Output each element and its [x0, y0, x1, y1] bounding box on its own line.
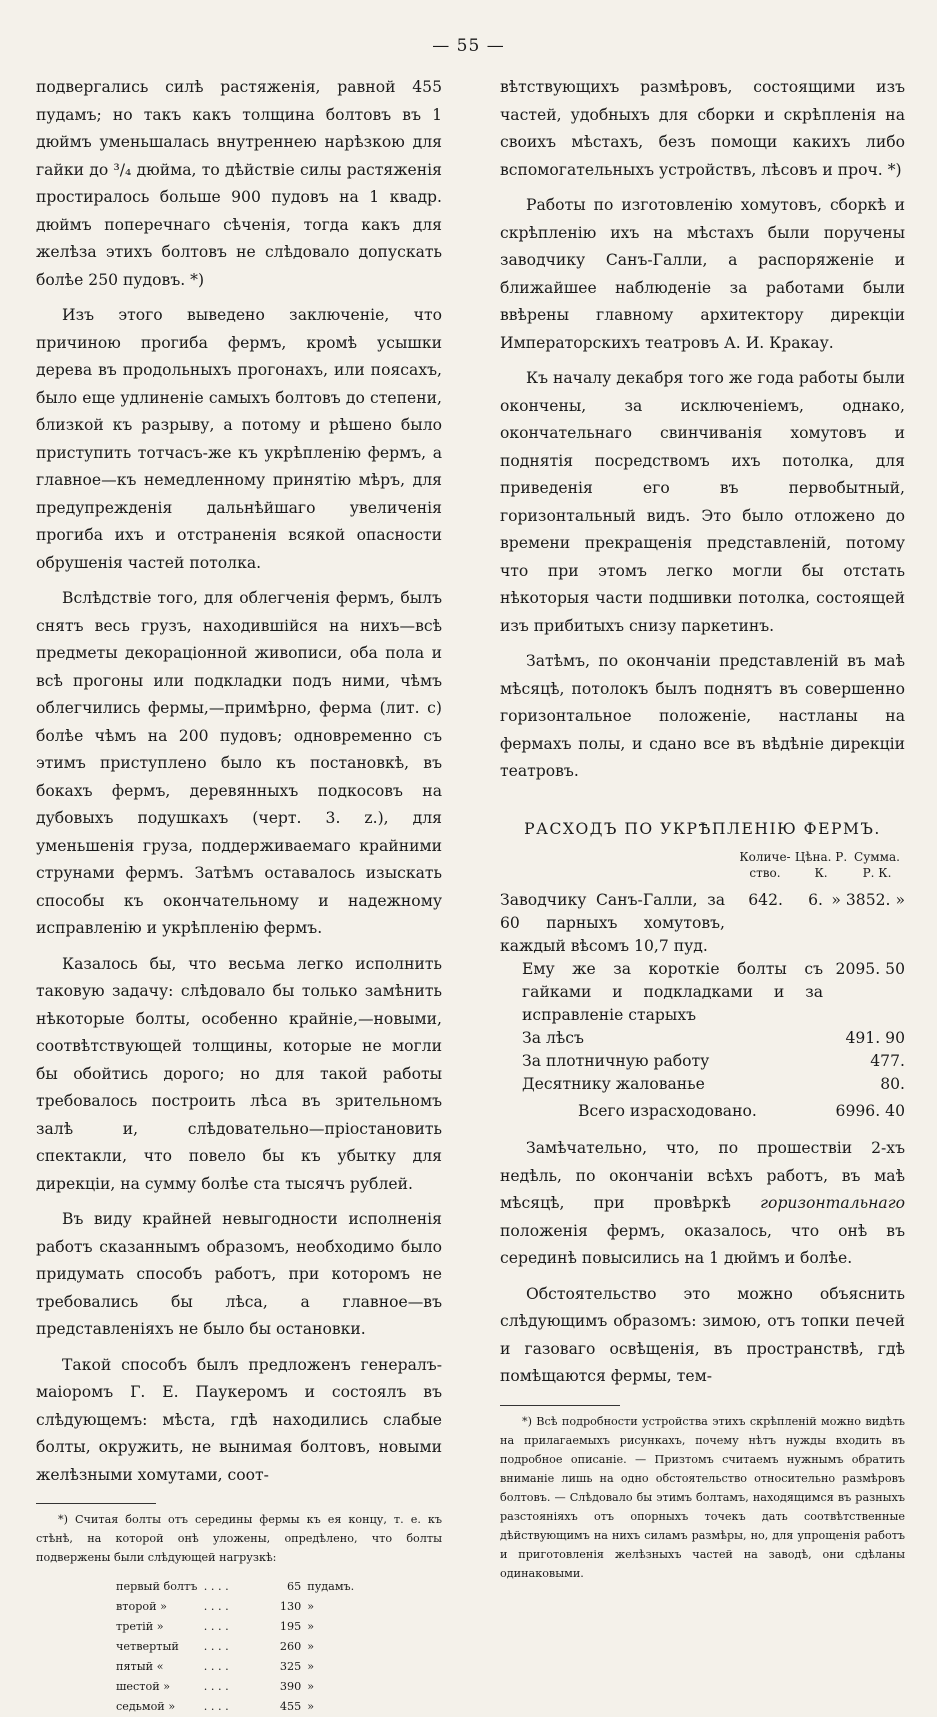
table-row: второй » . . . . 130 » [116, 1600, 315, 1613]
table-row: шестой » . . . . 390 » [116, 1680, 315, 1693]
expense-section-title: РАСХОДЪ ПО УКРѢПЛЕНІЮ ФЕРМЪ. [524, 819, 881, 838]
table-row: четвертый . . . . 260 » [116, 1640, 315, 1653]
paragraph: Изъ этого выведено заключеніе, что причиною прогиба фермъ, кромѣ усышки дерева въ продольныхъ прогонахъ, или поясахъ, было еще удлиненіе самыхъ болтовъ до степени, близкой къ разрыву, а потому и рѣшено было приступить тотчасъ-же къ укрѣпленію фермъ, а главное—къ немедленному принятію мѣръ, для предупрежденія дальнѣйшаго увеличенія прогиба ихъ и отстраненія всякой опасности обрушенія частей потолка. [36, 306, 442, 572]
price-header: Цѣна. Р. К. [794, 850, 848, 880]
right-column [500, 74, 905, 1583]
footnote-text: *) Всѣ подробности устройства этихъ скрѣпленій можно видѣть на прилагаемыхъ рисункахъ, почему нѣтъ нужды входить въ подробное описаніе. — Призтомъ считаемъ нужнымъ обратить вниманіе лишь на одно обстоятельство относительно размѣровъ болтовъ. — Слѣдовало бы этимъ болтамъ, находящимся въ разныхъ разстояніяхъ отъ опорныхъ точекъ дать соотвѣтственные дѣйствующимъ на нихъ силамъ размѣры, но, для упрощенія работъ и приготовленія желѣзныхъ частей на заводѣ, они сдѣланы одинаковыми. [500, 1414, 905, 1580]
paragraph: подвергались силѣ растяженія, равной 455 пудамъ; но такъ какъ толщина болтовъ въ 1 дюймъ уменьшалась внутреннею нарѣзкою для гайки до ³/₄ дюйма, то дѣйствіе силы растяженія простиралось больше 900 пудовъ на 1 квадр. дюймъ поперечнаго сѣченія, тогда какъ для желѣза этихъ болтовъ не слѣдовало допускать болѣе 250 пудовъ. *) [36, 78, 442, 289]
table-row: Заводчику Санъ-Галли, за 60 парныхъ хомутовъ, каждый вѣсомъ 10,7 пуд. 642. 6. » 3852. » [500, 891, 905, 955]
paragraph: Такой способъ былъ предложенъ генералъ-маіоромъ Г. Е. Паукеромъ и состоялъ въ слѣдующемъ: мѣста, гдѣ находились слабые болты, окружить, не вынимая болтовъ, новыми желѣзными хомутами, соот- [36, 1355, 442, 1484]
footnote [36, 1510, 442, 1717]
footnote-rule [36, 1503, 156, 1504]
paragraph: Замѣчательно, что, по прошествіи 2-хъ недѣль, по окончаніи всѣхъ работъ, въ маѣ мѣсяцѣ, при провѣркѣ горизонтальнаго положенія фермъ, оказалось, что онѣ въ серединѣ повысились на 1 дюймъ и болѣе. [500, 1139, 905, 1267]
table-row: третій » . . . . 195 » [116, 1620, 315, 1633]
footnote-text: *) Считая болты отъ середины фермы къ ея концу, т. е. къ стѣнѣ, на которой онѣ уложены, опредѣлено, что болты подвержены были слѣдующей нагрузкѣ: [36, 1513, 442, 1564]
table-row: седьмой » . . . . 455 » [116, 1700, 315, 1713]
paragraph: Затѣмъ, по окончаніи представленій въ маѣ мѣсяцѣ, потолокъ былъ поднятъ въ совершенно горизонтальное положеніе, настланы на фермахъ полы, и сдано все въ вѣдѣніе дирекціи театровъ. [500, 652, 905, 780]
paragraph: Обстоятельство это можно объяснить слѣдующимъ образомъ: зимою, отъ топки печей и газоваго освѣщенія, въ пространствѣ, гдѣ помѣщаются фермы, тем- [500, 1284, 905, 1385]
left-column [36, 74, 442, 1717]
italic-term: горизонтальнаго [760, 1194, 905, 1212]
page-number: — 55 — [432, 36, 505, 56]
footnote [500, 1412, 905, 1583]
sum-header: Сумма. Р. К. [854, 850, 900, 880]
bolt-load-table [116, 1577, 442, 1717]
paragraph: Къ началу декабря того же года работы были окончены, за исключеніемъ, однако, окончательнаго свинчиванія хомутовъ и поднятія посредствомъ ихъ потолка, для приведенія его въ первобытный, горизонтальный видъ. Это было отложено до времени прекращенія представленій, потому что при этомъ легко могли бы отстать нѣкоторыя части подшивки потолка, состоящей изъ прибитыхъ снизу паркетинъ. [500, 369, 905, 635]
table-row: Ему же за короткіе болты съ гайками и подкладками и за исправленіе старыхъ 2095. 50 [522, 960, 905, 1024]
table-row: За плотничную работу 477. [522, 1052, 905, 1070]
expense-total-row: Всего израсходовано. 6996. 40 [578, 1102, 905, 1120]
expense-table [500, 889, 905, 1123]
paragraph: Вслѣдствіе того, для облегченія фермъ, былъ снятъ весь грузъ, находившійся на нихъ—всѣ предметы декораціонной живописи, оба пола и всѣ прогоны или подкладки подъ ними, чѣмъ облегчились фермы,—примѣрно, ферма (лит. с) болѣе чѣмъ на 200 пудовъ; одновременно съ этимъ приступлено было къ постановкѣ, въ бокахъ фермъ, деревянныхъ подкосовъ на дубовыхъ подушкахъ (черт. 3. z.), для уменьшенія груза, поддерживаемаго крайними струнами фермъ. Затѣмъ оставалось изыскать способы къ окончательному и надежному исправленію и укрѣпленію фермъ. [36, 589, 442, 937]
paragraph: Работы по изготовленію хомутовъ, сборкѣ и скрѣпленію ихъ на мѣстахъ были поручены заводчику Санъ-Галли, а распоряженіе и ближайшее наблюденіе за работами были ввѣрены главному архитектору дирекціи Императорскихъ театровъ А. И. Кракау. [500, 196, 905, 352]
table-row: За лѣсъ 491. 90 [522, 1029, 905, 1047]
footnote-rule [500, 1405, 620, 1406]
paragraph: вѣтствующихъ размѣровъ, состоящими изъ частей, удобныхъ для сборки и скрѣпленія на своихъ мѣстахъ, безъ помощи какихъ либо вспомогательныхъ устройствъ, лѣсовъ и проч. *) [500, 78, 905, 179]
qty-header: Количе-ство. [739, 850, 791, 880]
table-row: Десятнику жалованье 80. [522, 1075, 905, 1093]
paragraph: Въ виду крайней невыгодности исполненія работъ сказаннымъ образомъ, необходимо было придумать способъ работъ, при которомъ не требовались бы лѣса, а главное—въ представленіяхъ не было бы остановки. [36, 1210, 442, 1338]
paragraph: Казалось бы, что весьма легко исполнить таковую задачу: слѣдовало бы только замѣнить нѣкоторые болты, особенно крайніе,—новыми, соотвѣтствующей толщины, которые не могли бы обойтись дорого; но для такой работы требовалось построить лѣса въ зрительномъ залѣ и, слѣдовательно—пріостановить спектакли, что повело бы къ убытку для дирекціи, на сумму болѣе ста тысячъ рублей. [36, 954, 442, 1193]
expense-table-header [500, 849, 905, 881]
table-row: пятый « . . . . 325 » [116, 1660, 315, 1673]
table-row: первый болтъ . . . . 65 пудамъ. [116, 1580, 355, 1593]
